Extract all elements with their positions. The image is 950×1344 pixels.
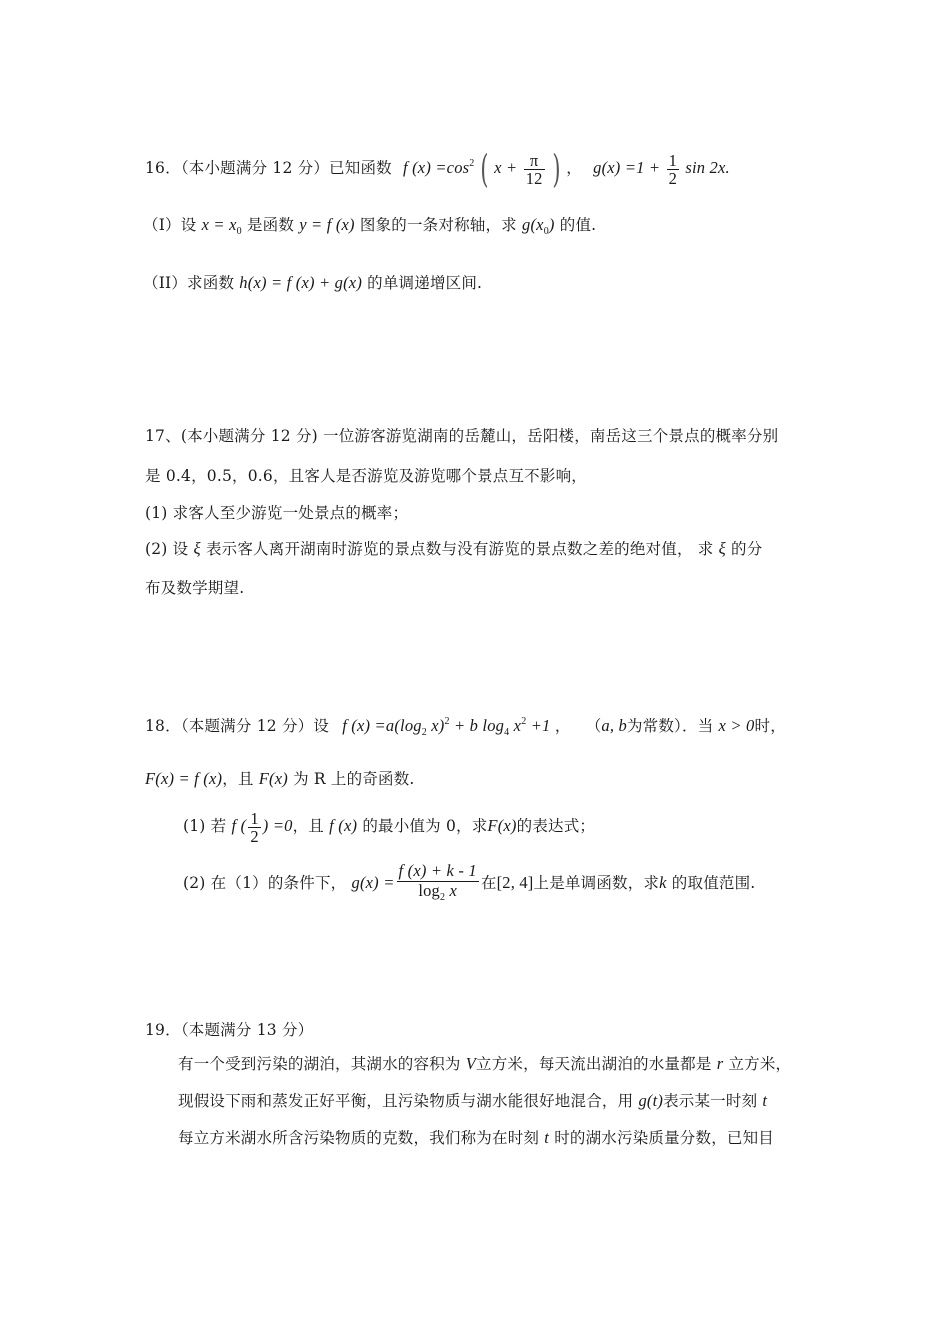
q18-f-definition: f $(x) =a(\log_2$ x)$^2$ + b $\log_4 x^2 +1$ — [342, 716, 551, 738]
q19-line-3: 每立方米湖水所含污染物质的克数，我们称为在时刻 t 时的湖水污染质量分数，已知目 — [178, 1128, 774, 1147]
q17-part-2: (2) 设 ξ 表示客人离开湖南时游览的景点数与没有游览的景点数之差的绝对值， 求 ξ 的分 — [145, 539, 763, 558]
q18-statement: 18．（本题满分 12 分）设 f $(x) =a(\log_2$ x)$^2$ + b $\log_4 x^2 +1$ ， （a, b为常数）．当 x > 0时， — [145, 716, 786, 738]
q19-line-2: 现假设下雨和蒸发正好平衡，且污染物质与湖水能很好地混合，用 g(t)表示某一时刻 t — [178, 1091, 768, 1110]
g-fraction: $\frac{f (x) + k - 1}{\log_2 x}$ — [398, 861, 477, 904]
q18-line-2: F(x) = f (x)，且 F(x) 为 R 上的奇函数. — [145, 769, 415, 788]
q19-header: 19．（本题满分 13 分） — [145, 1021, 314, 1039]
q16-part-2: （II）求函数 h(x) = f (x) + g(x) 的单调递增区间. — [143, 273, 483, 292]
one-half-fraction: $\frac{1}{2}$ — [250, 808, 259, 846]
q18-part-1: (1) 若 f ( $\frac{1}{2}$ ) =0，且 f (x) 的最小值为 0，求F(x)的表达式； — [183, 808, 596, 846]
q16-g-definition: g(x) =1 + $\frac{1}{2}$ sin 2x. — [593, 150, 730, 188]
q18-part-2: (2) 在（1）的条件下， g(x) = $\frac{f (x) + k - 1}{\log_2 x}$ 在[2, 4]上是单调函数，求k 的取值范围. — [183, 860, 755, 906]
one-half-fraction: $\frac{1}{2}$ — [668, 150, 678, 188]
q17-line-1: 17、(本小题满分 12 分) 一位游客游览湖南的岳麓山，岳阳楼，南岳这三个景点的概率分别 — [145, 427, 779, 445]
q17-line-2: 是 0.4，0.5，0.6，且客人是否游览及游览哪个景点互不影响， — [145, 467, 587, 485]
q19-line-1: 有一个受到污染的湖泊，其湖水的容积为 V立方米，每天流出湖泊的水量都是 r 立方米， — [178, 1054, 792, 1073]
q18-header: 18．（本题满分 12 分）设 — [145, 717, 330, 735]
q16-part-1: （I）设 $x = x_0$ 是函数 y = f (x) 图象的一条对称轴，求 $g(x_0)$ 的值. — [143, 215, 597, 237]
q16-header: 16．（本小题满分 12 分）已知函数 — [145, 159, 392, 177]
q17-part-1: (1) 求客人至少游览一处景点的概率； — [145, 504, 409, 522]
q16-statement: 16．（本小题满分 12 分）已知函数 f $(x) =\cos^2$ ( x + $\frac{\pi}{12}$ ) ， g(x) =1 + $\frac{1}{2}$ sin 2x. — [145, 147, 730, 192]
q17-line-5: 布及数学期望. — [145, 579, 245, 597]
pi-over-12-fraction: $\frac{\pi}{12}$ — [525, 150, 543, 188]
q16-f-definition: f $(x) =\cos^2$ ( x + $\frac{\pi}{12}$ ) — [403, 147, 561, 192]
